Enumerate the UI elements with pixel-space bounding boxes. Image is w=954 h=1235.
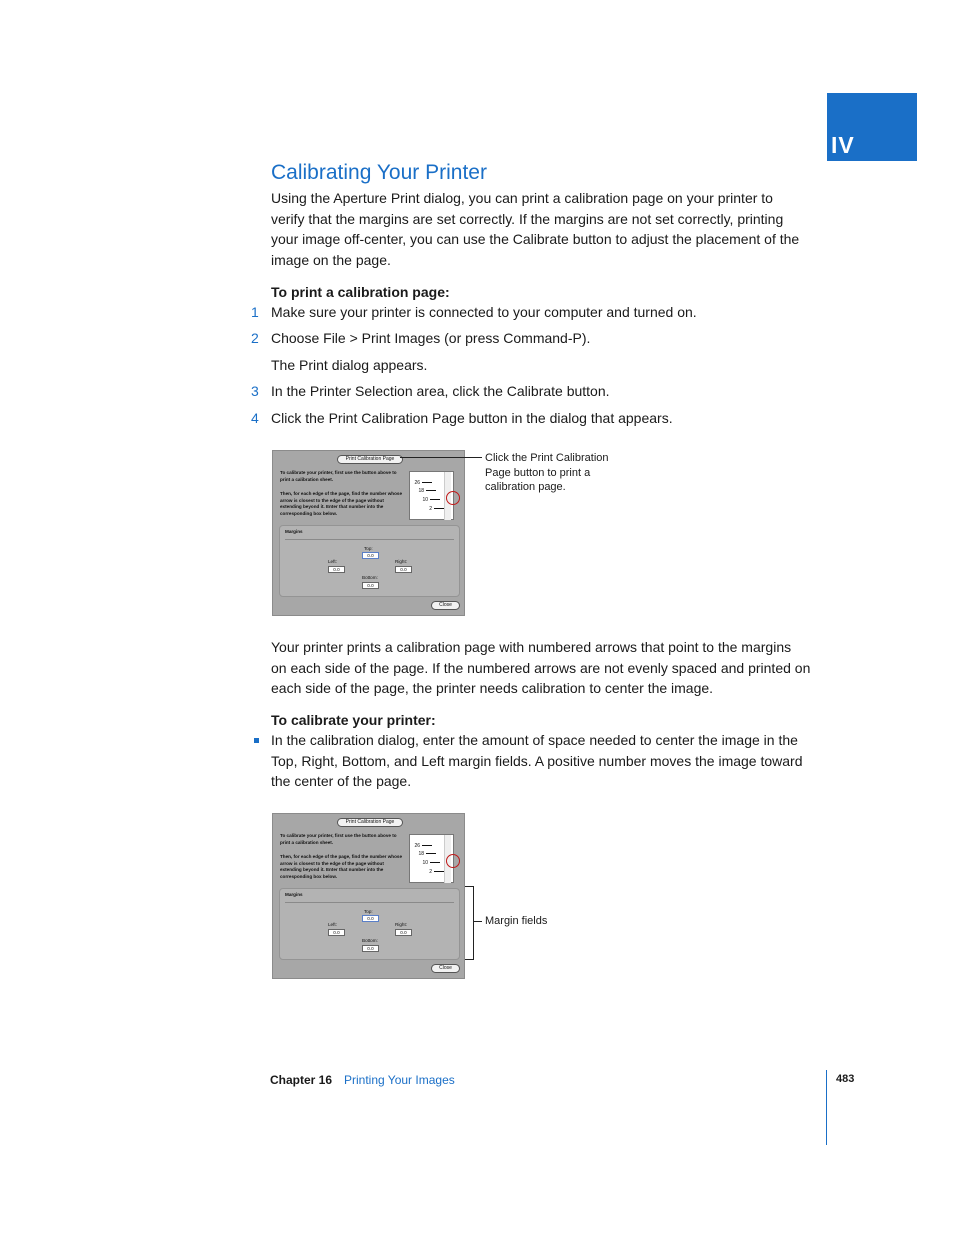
bullet-text (271, 730, 831, 792)
divider (285, 902, 454, 903)
arrow-icon (426, 853, 436, 855)
arrow-number: 10 (422, 497, 428, 503)
arrow-number: 26 (414, 480, 420, 486)
explanation-paragraph (271, 637, 831, 699)
bullet-line: Top, Right, Bottom, and Left margin fields. A positive number moves the image toward (271, 752, 803, 769)
step-text: In the Printer Selection area, click the Calibrate button. (271, 383, 610, 399)
bullet-line: In the calibration dialog, enter the amount of space needed to center the image in the (271, 732, 798, 748)
step-text: Make sure your printer is connected to your computer and turned on. (271, 304, 697, 320)
arrow-icon (434, 508, 444, 510)
divider (285, 539, 454, 540)
part-tab (827, 93, 917, 161)
bottom-margin-field[interactable]: 0.0 (362, 582, 379, 589)
callout-leader-line (473, 921, 482, 922)
task-heading-calibrate: To calibrate your printer: (271, 712, 436, 728)
bullet-line: the center of the page. (271, 773, 412, 789)
footer-chapter-title[interactable]: Printing Your Images (344, 1073, 455, 1087)
step-number: 2 (251, 330, 259, 346)
left-label: Left: (328, 559, 337, 564)
footer-divider (826, 1070, 827, 1145)
left-margin-field[interactable]: 0.0 (328, 566, 345, 573)
margins-title: Margins (285, 892, 303, 897)
callout-line: Click the Print Calibration (485, 452, 609, 464)
calibration-dialog (272, 813, 465, 979)
step-text: Click the Print Calibration Page button in the dialog that appears. (271, 410, 673, 426)
close-button[interactable]: Close (431, 601, 460, 610)
margins-group (279, 888, 460, 960)
para-line: Your printer prints a calibration page with numbered arrows that point to the margins (271, 639, 792, 655)
right-label: Right: (395, 559, 408, 564)
dialog-instruction-1: To calibrate your printer, first use the button above to print a calibration sheet. (280, 470, 397, 482)
step-result-text: The Print dialog appears. (271, 357, 428, 373)
top-label: Top: (364, 546, 373, 551)
callout-leader-line (400, 457, 482, 458)
arrow-icon (430, 499, 440, 501)
arrow-number: 26 (414, 843, 420, 849)
close-button[interactable]: Close (431, 964, 460, 973)
callout-line: calibration page. (485, 481, 566, 493)
intro-line: image on the page. (271, 251, 391, 268)
print-calibration-page-button[interactable]: Print Calibration Page (337, 818, 403, 827)
step-text: Choose File > Print Images (or press Command-P). (271, 330, 591, 346)
left-label: Left: (328, 922, 337, 927)
bottom-label: Bottom: (362, 575, 378, 580)
step-number: 4 (251, 410, 259, 426)
task-heading-print: To print a calibration page: (271, 284, 450, 300)
footer-chapter: Chapter 16 (270, 1073, 333, 1087)
right-label: Right: (395, 922, 408, 927)
part-tab-label: IV (831, 132, 855, 158)
bullet-icon (254, 738, 259, 743)
margins-title: Margins (285, 529, 303, 534)
bottom-margin-field[interactable]: 0.0 (362, 945, 379, 952)
callout-bracket (465, 886, 474, 960)
arrow-icon (434, 871, 444, 873)
highlight-circle (446, 491, 460, 505)
intro-line: verify that the margins are set correctly. If the margins are not set correctly, printing (271, 210, 784, 227)
arrow-number: 2 (429, 506, 432, 512)
dialog-instruction-2: Then, for each edge of the page, find the number whose arrow is closest to the edge of the page without extending beyond it. Enter that number into the corresponding box below. (280, 854, 403, 879)
para-line: on each side of the page. If the numbered arrows are not evenly spaced and printed on (271, 659, 811, 676)
right-margin-field[interactable]: 0.0 (395, 929, 412, 936)
right-margin-field[interactable]: 0.0 (395, 566, 412, 573)
margins-group (279, 525, 460, 597)
highlight-circle (446, 854, 460, 868)
intro-line: Using the Aperture Print dialog, you can print a calibration page on your printer to (271, 190, 773, 206)
intro-paragraph (271, 188, 831, 270)
arrow-icon (426, 490, 436, 492)
para-line: each side of the page, the printer needs calibration to center the image. (271, 680, 714, 696)
arrow-icon (422, 482, 432, 484)
dialog-instruction-1: To calibrate your printer, first use the button above to print a calibration sheet. (280, 833, 397, 845)
step-number: 3 (251, 383, 259, 399)
callout-print-calibration (485, 451, 609, 495)
arrow-icon (422, 845, 432, 847)
top-margin-field[interactable]: 0.0 (362, 552, 379, 559)
top-label: Top: (364, 909, 373, 914)
arrow-number: 18 (418, 488, 424, 494)
arrow-icon (430, 862, 440, 864)
arrow-number: 10 (422, 860, 428, 866)
section-title: Calibrating Your Printer (271, 161, 487, 184)
step-number: 1 (251, 304, 259, 320)
calibration-dialog (272, 450, 465, 616)
left-margin-field[interactable]: 0.0 (328, 929, 345, 936)
print-calibration-page-button[interactable]: Print Calibration Page (337, 455, 403, 464)
arrow-number: 18 (418, 851, 424, 857)
callout-line: Page button to print a (485, 466, 591, 479)
callout-margin-fields: Margin fields (485, 915, 548, 927)
arrow-number: 2 (429, 869, 432, 875)
bottom-label: Bottom: (362, 938, 378, 943)
dialog-instruction-2: Then, for each edge of the page, find the number whose arrow is closest to the edge of the page without extending beyond it. Enter that number into the corresponding box below. (280, 491, 403, 516)
page-number: 483 (836, 1073, 855, 1085)
intro-line: your image off-center, you can use the Calibrate button to adjust the placement of the (271, 231, 800, 247)
top-margin-field[interactable]: 0.0 (362, 915, 379, 922)
